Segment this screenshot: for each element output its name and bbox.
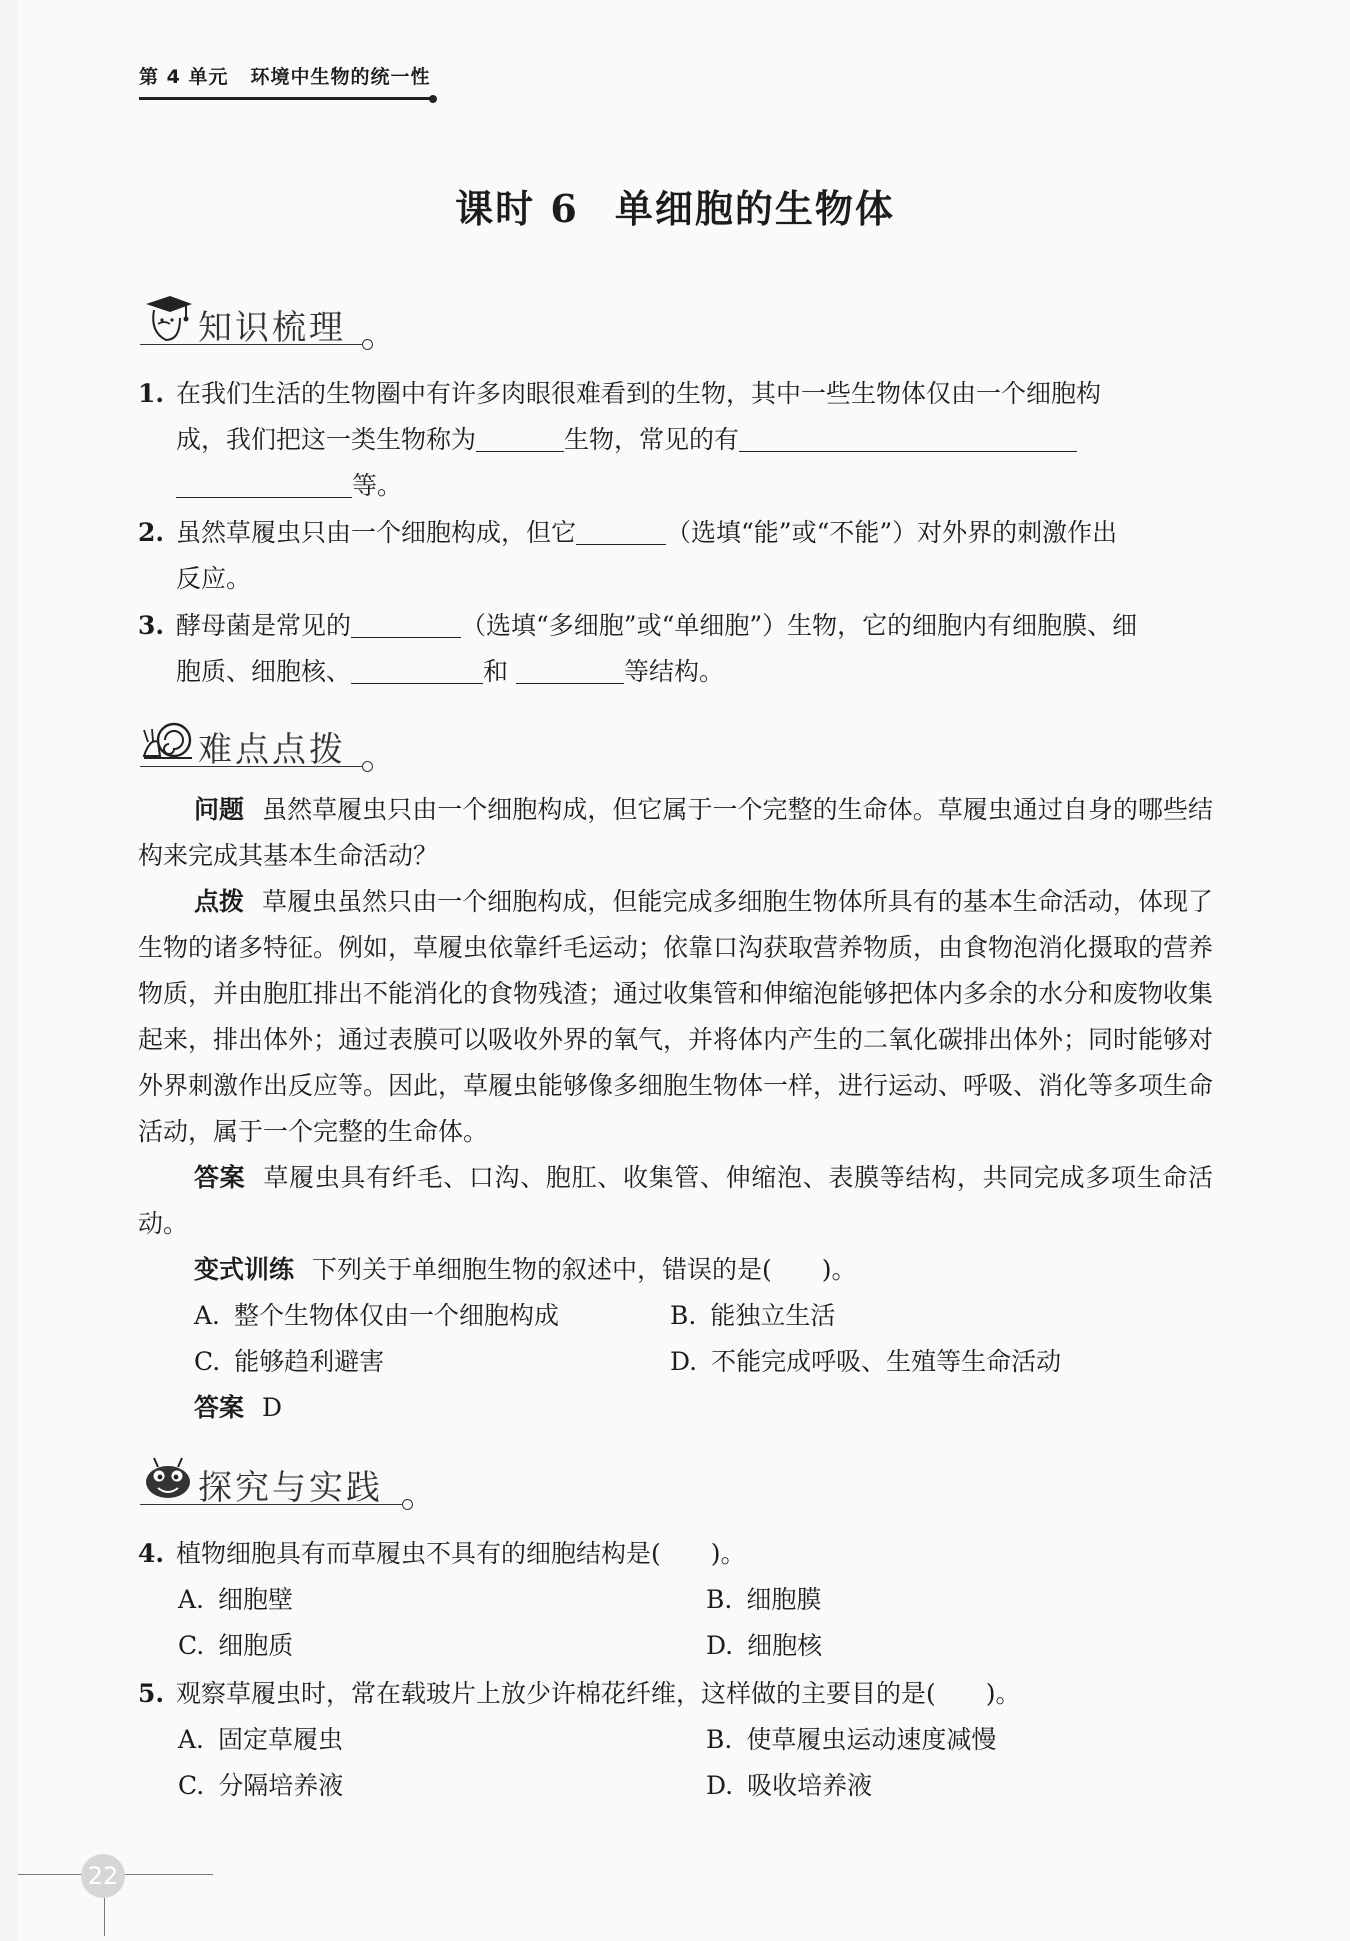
question-5 — [138, 1671, 1213, 1717]
graduate-cap-icon — [140, 290, 196, 346]
answer-blank[interactable] — [739, 421, 1077, 452]
variant-answer — [194, 1385, 282, 1431]
q5-option-d[interactable]: D. 吸收培养液 — [706, 1771, 873, 1800]
answer-blank[interactable] — [176, 467, 352, 498]
answer-blank[interactable] — [351, 653, 483, 684]
unit-label: 第 4 单元 — [139, 66, 229, 88]
variant-option-d[interactable]: D. 不能完成呼吸、生殖等生命活动 — [670, 1347, 1062, 1376]
variant-question — [194, 1247, 857, 1293]
question-number: 2. — [138, 518, 165, 547]
variant-label: 变式训练 — [194, 1255, 295, 1284]
unit-title: 环境中生物的统一性 — [250, 66, 431, 88]
question-text: 和 — [483, 657, 509, 686]
section-practice-label: 探究与实践 — [198, 1468, 383, 1508]
answer-blank[interactable] — [516, 653, 624, 684]
cartoon-face-icon — [140, 1450, 196, 1506]
q4-option-c[interactable]: C. 细胞质 — [178, 1631, 294, 1660]
snail-icon — [140, 712, 196, 768]
question-text: 植物细胞具有而草履虫不具有的细胞结构是( )。 — [176, 1539, 746, 1568]
answer-blank[interactable] — [576, 514, 666, 545]
question-text: 虽然草履虫只由一个细胞构成，但它 — [176, 518, 577, 547]
question-text: （选填“多细胞”或“单细胞”）生物，它的细胞内有细胞膜、细 — [461, 611, 1138, 640]
variant-option-b[interactable]: B. 能独立生活 — [670, 1301, 836, 1330]
question-text: 等。 — [352, 471, 403, 500]
question-text: 反应。 — [176, 564, 252, 593]
question-text: 生物，常见的有 — [564, 425, 740, 454]
question-number: 3. — [138, 611, 165, 640]
question-text: 等结构。 — [624, 657, 725, 686]
question-number: 4. — [138, 1539, 165, 1568]
answer-text: 草履虫具有纤毛、口沟、胞肛、收集管、伸缩泡、表膜等结构，共同完成多项生命活动。 — [138, 1163, 1213, 1238]
answer-blank[interactable] — [351, 607, 461, 638]
variant-text: 下列关于单细胞生物的叙述中，错误的是( )。 — [312, 1255, 857, 1284]
question-text: 在我们生活的生物圈中有许多肉眼很难看到的生物，其中一些生物体仅由一个细胞构 — [176, 379, 1102, 408]
variant-option-a[interactable]: A. 整个生物体仅由一个细胞构成 — [194, 1301, 560, 1330]
variant-option-c[interactable]: C. 能够趋利避害 — [194, 1347, 385, 1376]
question-text: 成，我们把这一类生物称为 — [176, 425, 477, 454]
lesson-number: 课时 6 — [455, 186, 579, 231]
question-1 — [138, 371, 1213, 509]
question-number: 1. — [138, 379, 165, 408]
question-text: （选填“能”或“不能”）对外界的刺激作出 — [666, 518, 1118, 547]
question-4 — [138, 1531, 1213, 1577]
lesson-name: 单细胞的生物体 — [614, 186, 895, 231]
running-head — [139, 62, 430, 100]
q5-option-a[interactable]: A. 固定草履虫 — [178, 1725, 344, 1754]
answer-label: 答案 — [194, 1163, 246, 1192]
question-text: 胞质、细胞核、 — [176, 657, 352, 686]
q5-option-b[interactable]: B. 使草履虫运动速度减慢 — [706, 1725, 997, 1754]
page-number: 22 — [81, 1854, 125, 1898]
question-label: 问题 — [194, 795, 245, 824]
variant-answer-value: D — [262, 1393, 283, 1422]
q4-option-a[interactable]: A. 细胞壁 — [178, 1585, 294, 1614]
difficult-question — [138, 787, 1213, 879]
question-text: 虽然草履虫只由一个细胞构成，但它属于一个完整的生命体。草履虫通过自身的哪些结构来完成其基本生命活动？ — [138, 795, 1213, 870]
section-difficult-label: 难点点拨 — [198, 730, 346, 770]
q4-option-b[interactable]: B. 细胞膜 — [706, 1585, 822, 1614]
question-number: 5. — [138, 1679, 165, 1708]
variant-answer-label: 答案 — [194, 1393, 245, 1422]
hint-label: 点拨 — [194, 887, 245, 916]
question-2 — [138, 510, 1213, 602]
question-3 — [138, 603, 1213, 695]
difficult-hint — [138, 879, 1213, 1155]
q4-option-d[interactable]: D. 细胞核 — [706, 1631, 823, 1660]
question-text: 观察草履虫时，常在载玻片上放少许棉花纤维，这样做的主要目的是( )。 — [176, 1679, 1021, 1708]
question-text: 酵母菌是常见的 — [176, 611, 352, 640]
lesson-title — [0, 178, 1350, 233]
answer-blank[interactable] — [476, 421, 564, 452]
difficult-answer — [138, 1155, 1213, 1247]
section-knowledge-label: 知识梳理 — [198, 308, 346, 348]
hint-text: 草履虫虽然只由一个细胞构成，但能完成多细胞生物体所具有的基本生命活动，体现了生物的诸多特征。例如，草履虫依靠纤毛运动；依靠口沟获取营养物质，由食物泡消化摄取的营养物质，并由胞肛排出不能消化的食物残渣；通过收集管和伸缩泡能够把体内多余的水分和废物收集起来，排出体外；通过表膜可以吸收外界的氧气，并将体内产生的二氧化碳排出体外；同时能够对外界刺激作出反应等。因此，草履虫能够像多细胞生物体一样，进行运动、呼吸、消化等多项生命活动，属于一个完整的生命体。 — [138, 887, 1214, 1146]
q5-option-c[interactable]: C. 分隔培养液 — [178, 1771, 344, 1800]
